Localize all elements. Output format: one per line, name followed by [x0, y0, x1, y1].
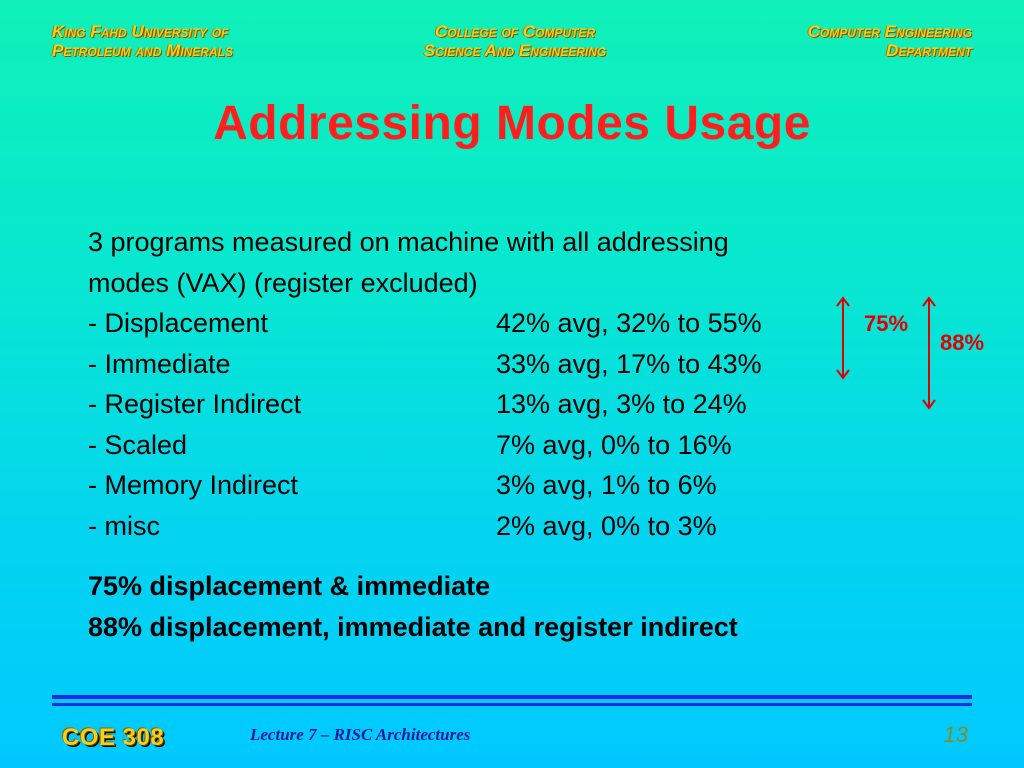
header-college [390, 22, 640, 60]
header-university-line1: King Fahd University of [52, 22, 229, 41]
mode-row [88, 425, 948, 466]
summary-line-2: 88% displacement, immediate and register indirect [88, 612, 738, 642]
header-university-line2: Petroleum and Minerals [52, 41, 233, 60]
summary [88, 566, 738, 648]
mode-name: - Memory Indirect [88, 470, 299, 500]
header-university [52, 22, 233, 60]
mode-value: 13% avg, 3% to 24% [496, 389, 747, 419]
intro-line-2: modes (VAX) (register excluded) [88, 267, 478, 298]
mode-value: 2% avg, 0% to 3% [496, 510, 717, 541]
intro-line-1: 3 programs measured on machine with all addressing [88, 227, 729, 257]
mode-row [88, 384, 948, 425]
footer-lecture-title: Lecture 7 – RISC Architectures [250, 725, 471, 744]
footer-rule-bottom [52, 703, 972, 706]
footer-course-code: COE 308 [62, 724, 165, 751]
footer-rule-top [52, 695, 972, 699]
mode-value: 7% avg, 0% to 16% [496, 429, 732, 460]
mode-name: - Register Indirect [88, 389, 302, 419]
mode-value: 33% avg, 17% to 43% [496, 348, 762, 379]
bracket-arrow-88-icon [921, 296, 937, 410]
annotation-88-percent: 88% [940, 330, 985, 355]
mode-row [88, 506, 948, 547]
mode-row [88, 303, 948, 344]
header-department [808, 22, 972, 60]
slide-title: Addressing Modes Usage [213, 97, 811, 150]
bracket-arrow-75-icon [835, 296, 851, 380]
mode-value: 3% avg, 1% to 6% [496, 470, 717, 500]
annotation-75-percent: 75% [864, 311, 909, 336]
mode-name: - misc [88, 510, 160, 541]
header-department-line2: Department [886, 41, 972, 60]
mode-name: - Scaled [88, 429, 188, 460]
mode-row [88, 344, 948, 385]
mode-value: 42% avg, 32% to 55% [496, 308, 762, 338]
header-department-line1: Computer Engineering [807, 22, 972, 41]
mode-name: - Immediate [88, 348, 231, 379]
mode-row [88, 465, 948, 506]
footer-page-number: 13 [943, 722, 968, 747]
header-college-line2: Science And Engineering [423, 41, 607, 60]
summary-line-1: 75% displacement & immediate [88, 571, 491, 601]
header-college-line1: College of Computer [435, 22, 595, 41]
mode-name: - Displacement [88, 308, 269, 338]
slide-body [88, 222, 948, 546]
